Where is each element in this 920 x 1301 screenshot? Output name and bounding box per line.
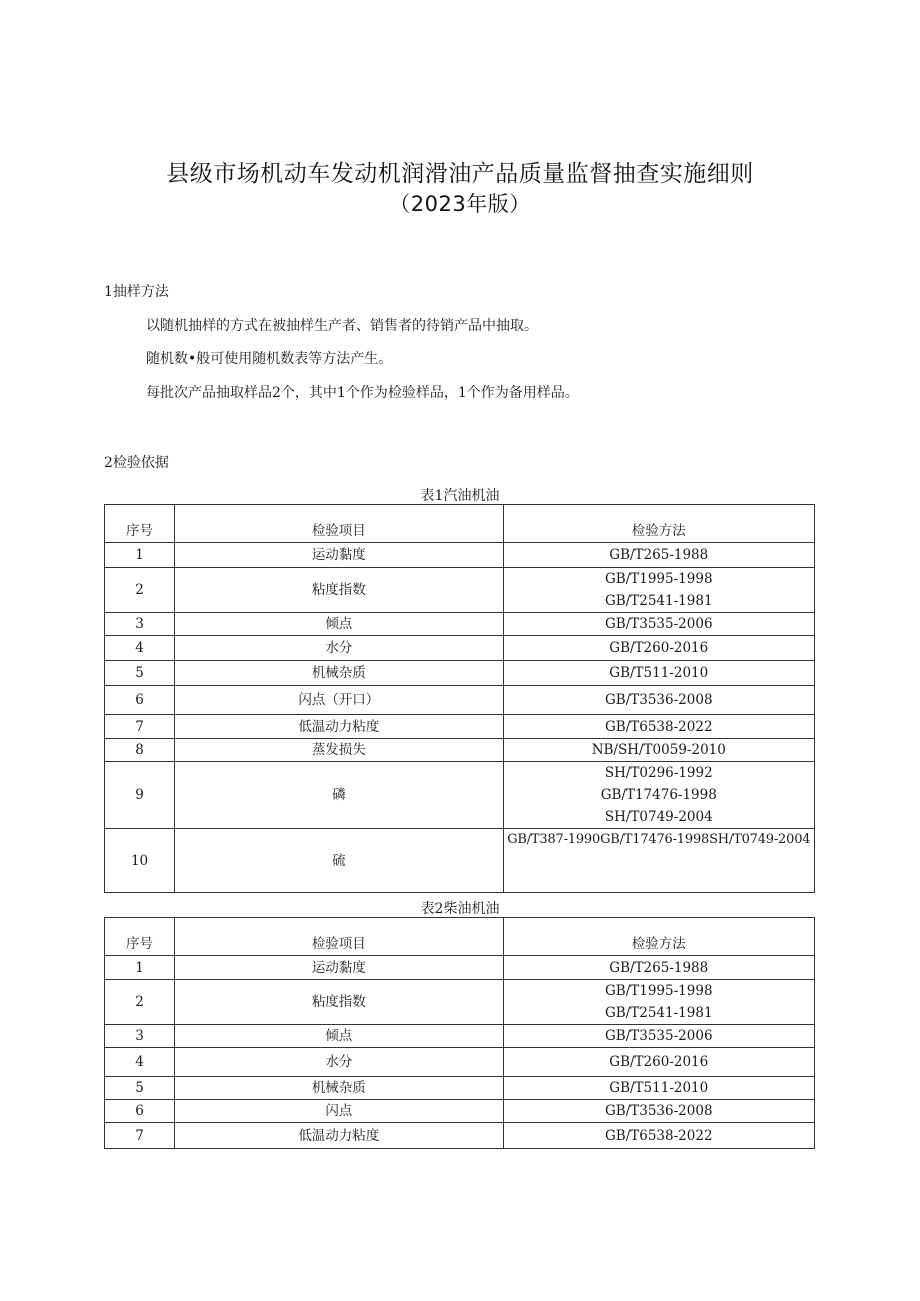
test-method: GB/T6538-2022 (503, 1123, 814, 1149)
section-heading-basis: 2检验依据 (104, 455, 169, 471)
row-number: 5 (105, 661, 175, 686)
method-line: GB/T17476-1998 (600, 787, 717, 803)
row-number: 2 (105, 980, 175, 1025)
table-row (105, 613, 815, 636)
test-method: NB/SH/T0059-2010 (503, 739, 814, 762)
table-row (105, 829, 815, 893)
test-method: GB/T265-1988 (503, 543, 814, 568)
row-number: 4 (105, 1048, 175, 1077)
test-item: 粘度指数 (175, 980, 503, 1025)
test-item: 粘度指数 (175, 568, 503, 613)
row-number: 8 (105, 739, 175, 762)
test-method: GB/T260-2016 (503, 636, 814, 661)
test-method: GB/T6538-2022 (503, 715, 814, 739)
row-number: 1 (105, 543, 175, 568)
paragraph: 以随机抽样的方式在被抽样生产者、销售者的待销产品中抽取。 (146, 318, 538, 334)
gasoline-oil-table (104, 504, 815, 893)
test-item: 水分 (175, 1048, 503, 1077)
table-row (105, 1123, 815, 1149)
table-row (105, 1025, 815, 1048)
test-method: GB/T260-2016 (503, 1048, 814, 1077)
table-header-row (105, 918, 815, 956)
header-cell: 序号 (105, 918, 175, 956)
header-cell: 检验项目 (175, 505, 503, 543)
test-item: 运动黏度 (175, 543, 503, 568)
table-caption-diesel: 表2柴油机油 (420, 901, 500, 917)
row-number: 6 (105, 686, 175, 715)
test-method (503, 980, 814, 1025)
test-method: GB/T3536-2008 (503, 686, 814, 715)
document-edition: （2023年版） (389, 192, 531, 216)
row-number: 6 (105, 1100, 175, 1123)
header-cell: 检验方法 (503, 918, 814, 956)
test-item: 倾点 (175, 613, 503, 636)
method-line: GB/T1995-1998 (605, 571, 713, 587)
row-number: 7 (105, 1123, 175, 1149)
method-line: GB/T2541-1981 (605, 1005, 713, 1021)
table-row (105, 1100, 815, 1123)
table-row (105, 715, 815, 739)
table-row (105, 739, 815, 762)
diesel-oil-table (104, 917, 815, 1149)
test-item: 蒸发损失 (175, 739, 503, 762)
test-method: GB/T511-2010 (503, 1077, 814, 1100)
table-row (105, 1077, 815, 1100)
test-method: GB/T387-1990GB/T17476-1998SH/T0749-2004 (503, 829, 814, 893)
method-line: GB/T2541-1981 (605, 593, 713, 609)
section-heading-sampling: 1抽样方法 (104, 284, 169, 300)
test-item: 磷 (175, 762, 503, 829)
row-number: 9 (105, 762, 175, 829)
test-method: GB/T3535-2006 (503, 613, 814, 636)
method-line: SH/T0296-1992 (604, 765, 713, 781)
header-cell: 序号 (105, 505, 175, 543)
test-item: 闪点 (175, 1100, 503, 1123)
table-caption-gasoline: 表1汽油机油 (420, 488, 500, 504)
row-number: 5 (105, 1077, 175, 1100)
test-item: 机械杂质 (175, 1077, 503, 1100)
table-row (105, 980, 815, 1025)
document-title: 县级市场机动车发动机润滑油产品质量监督抽查实施细则 (166, 161, 754, 187)
test-item: 运动黏度 (175, 956, 503, 980)
table-row (105, 1048, 815, 1077)
test-item: 低温动力粘度 (175, 1123, 503, 1149)
test-item: 水分 (175, 636, 503, 661)
row-number: 2 (105, 568, 175, 613)
test-method: GB/T3535-2006 (503, 1025, 814, 1048)
test-method (503, 568, 814, 613)
table-row (105, 956, 815, 980)
header-cell: 检验方法 (503, 505, 814, 543)
test-method: GB/T3536-2008 (503, 1100, 814, 1123)
table-row (105, 636, 815, 661)
table-row (105, 686, 815, 715)
row-number: 3 (105, 613, 175, 636)
row-number: 4 (105, 636, 175, 661)
test-method: GB/T511-2010 (503, 661, 814, 686)
table-row (105, 762, 815, 829)
row-number: 1 (105, 956, 175, 980)
table-row (105, 543, 815, 568)
method-line: GB/T1995-1998 (605, 983, 713, 999)
row-number: 10 (105, 829, 175, 893)
test-item: 闪点（开口） (175, 686, 503, 715)
table-row (105, 568, 815, 613)
paragraph: 每批次产品抽取样品2个，其中1个作为检验样品，1个作为备用样品。 (146, 385, 579, 401)
paragraph: 随机数•般可使用随机数表等方法产生。 (146, 351, 393, 367)
table-header-row (105, 505, 815, 543)
test-method: GB/T265-1988 (503, 956, 814, 980)
header-cell: 检验项目 (175, 918, 503, 956)
row-number: 7 (105, 715, 175, 739)
test-item: 硫 (175, 829, 503, 893)
test-method (503, 762, 814, 829)
table-row (105, 661, 815, 686)
test-item: 机械杂质 (175, 661, 503, 686)
method-line: SH/T0749-2004 (604, 809, 713, 825)
test-item: 倾点 (175, 1025, 503, 1048)
test-item: 低温动力粘度 (175, 715, 503, 739)
row-number: 3 (105, 1025, 175, 1048)
